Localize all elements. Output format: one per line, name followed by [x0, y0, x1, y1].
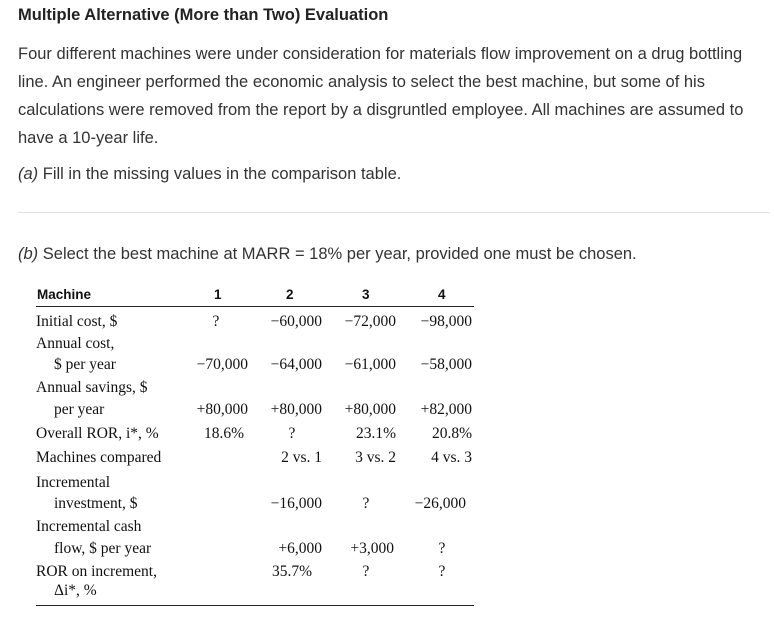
cell-initial-cost-3: −72,000: [344, 313, 396, 330]
cell-initial-cost-2: −60,000: [270, 313, 322, 330]
cell-annual-cost-1: −70,000: [196, 356, 248, 373]
question-a-text: Fill in the missing values in the comparison table.: [38, 165, 402, 183]
table-bottom-rule: [36, 605, 474, 606]
cell-overall-ror-1: 18.6%: [204, 425, 245, 442]
row-label-machines-compared: Machines compared: [36, 449, 162, 466]
header-machine-2: 2: [286, 287, 294, 302]
cell-incremental-investment-4: −26,000: [414, 495, 466, 512]
cell-ror-increment-2: 35.7%: [272, 563, 313, 580]
cell-annual-savings-2: +80,000: [270, 401, 322, 418]
cell-overall-ror-3: 23.1%: [355, 425, 396, 442]
question-b: [18, 245, 637, 264]
row-label-annual-cost: Annual cost,: [36, 335, 115, 352]
cell-incremental-cash-4: ?: [438, 540, 446, 557]
section-divider: [18, 212, 770, 213]
cell-ror-increment-4: ?: [438, 563, 446, 580]
cell-compared-4: 4 vs. 3: [431, 449, 472, 466]
page-title: Multiple Alternative (More than Two) Evaluation: [18, 6, 389, 24]
cell-incremental-investment-2: −16,000: [270, 495, 322, 512]
cell-ror-increment-3: ?: [362, 563, 370, 580]
cell-annual-cost-2: −64,000: [270, 356, 322, 373]
problem-statement: Four different machines were under consideration for materials flow improvement on a drug bottling line. An engineer performed the economic analysis to select the best machine, but some of his calculations were removed from the report by a disgruntled employee. All machines are assumed to have a 10-year life.: [18, 45, 744, 147]
cell-initial-cost-4: −98,000: [420, 313, 472, 330]
row-label-annual-savings-unit: per year: [54, 401, 105, 418]
header-machine-1: 1: [214, 287, 222, 302]
header-machine-label: Machine: [37, 287, 92, 302]
cell-incremental-cash-3: +3,000: [350, 540, 394, 557]
cell-initial-cost-1: ?: [212, 313, 220, 330]
cell-annual-savings-4: +82,000: [420, 401, 472, 418]
cell-compared-2: 2 vs. 1: [281, 449, 322, 466]
cell-annual-savings-3: +80,000: [344, 401, 396, 418]
cell-overall-ror-4: 20.8%: [431, 425, 472, 442]
row-label-ror-increment: ROR on increment,: [36, 563, 157, 580]
cell-compared-3: 3 vs. 2: [355, 449, 396, 466]
row-label-initial-cost: Initial cost, $: [36, 313, 118, 330]
row-label-incremental-cash: Incremental cash: [36, 518, 142, 535]
row-label-overall-ror: Overall ROR, i*, %: [36, 425, 159, 442]
row-label-ror-increment-unit: Δi*, %: [54, 582, 97, 599]
question-a: [18, 165, 401, 184]
cell-annual-cost-4: −58,000: [420, 356, 472, 373]
row-label-incremental-cash-unit: flow, $ per year: [54, 540, 152, 557]
header-machine-3: 3: [362, 287, 370, 302]
table-header: [36, 284, 474, 307]
question-b-text: Select the best machine at MARR = 18% per year, provided one must be chosen.: [38, 245, 637, 263]
question-b-letter: (b): [18, 245, 39, 263]
header-machine-4: 4: [438, 287, 446, 302]
cell-incremental-cash-2: +6,000: [278, 540, 322, 557]
row-label-incremental-investment: Incremental: [36, 474, 111, 491]
row-label-annual-cost-unit: $ per year: [54, 356, 116, 373]
question-a-letter: (a): [18, 165, 39, 183]
cell-annual-savings-1: +80,000: [196, 401, 248, 418]
cell-overall-ror-2: ?: [288, 425, 296, 442]
row-label-annual-savings: Annual savings, $: [36, 379, 148, 396]
cell-incremental-investment-3: ?: [362, 495, 370, 512]
row-label-incremental-investment-unit: investment, $: [54, 495, 138, 512]
cell-annual-cost-3: −61,000: [344, 356, 396, 373]
